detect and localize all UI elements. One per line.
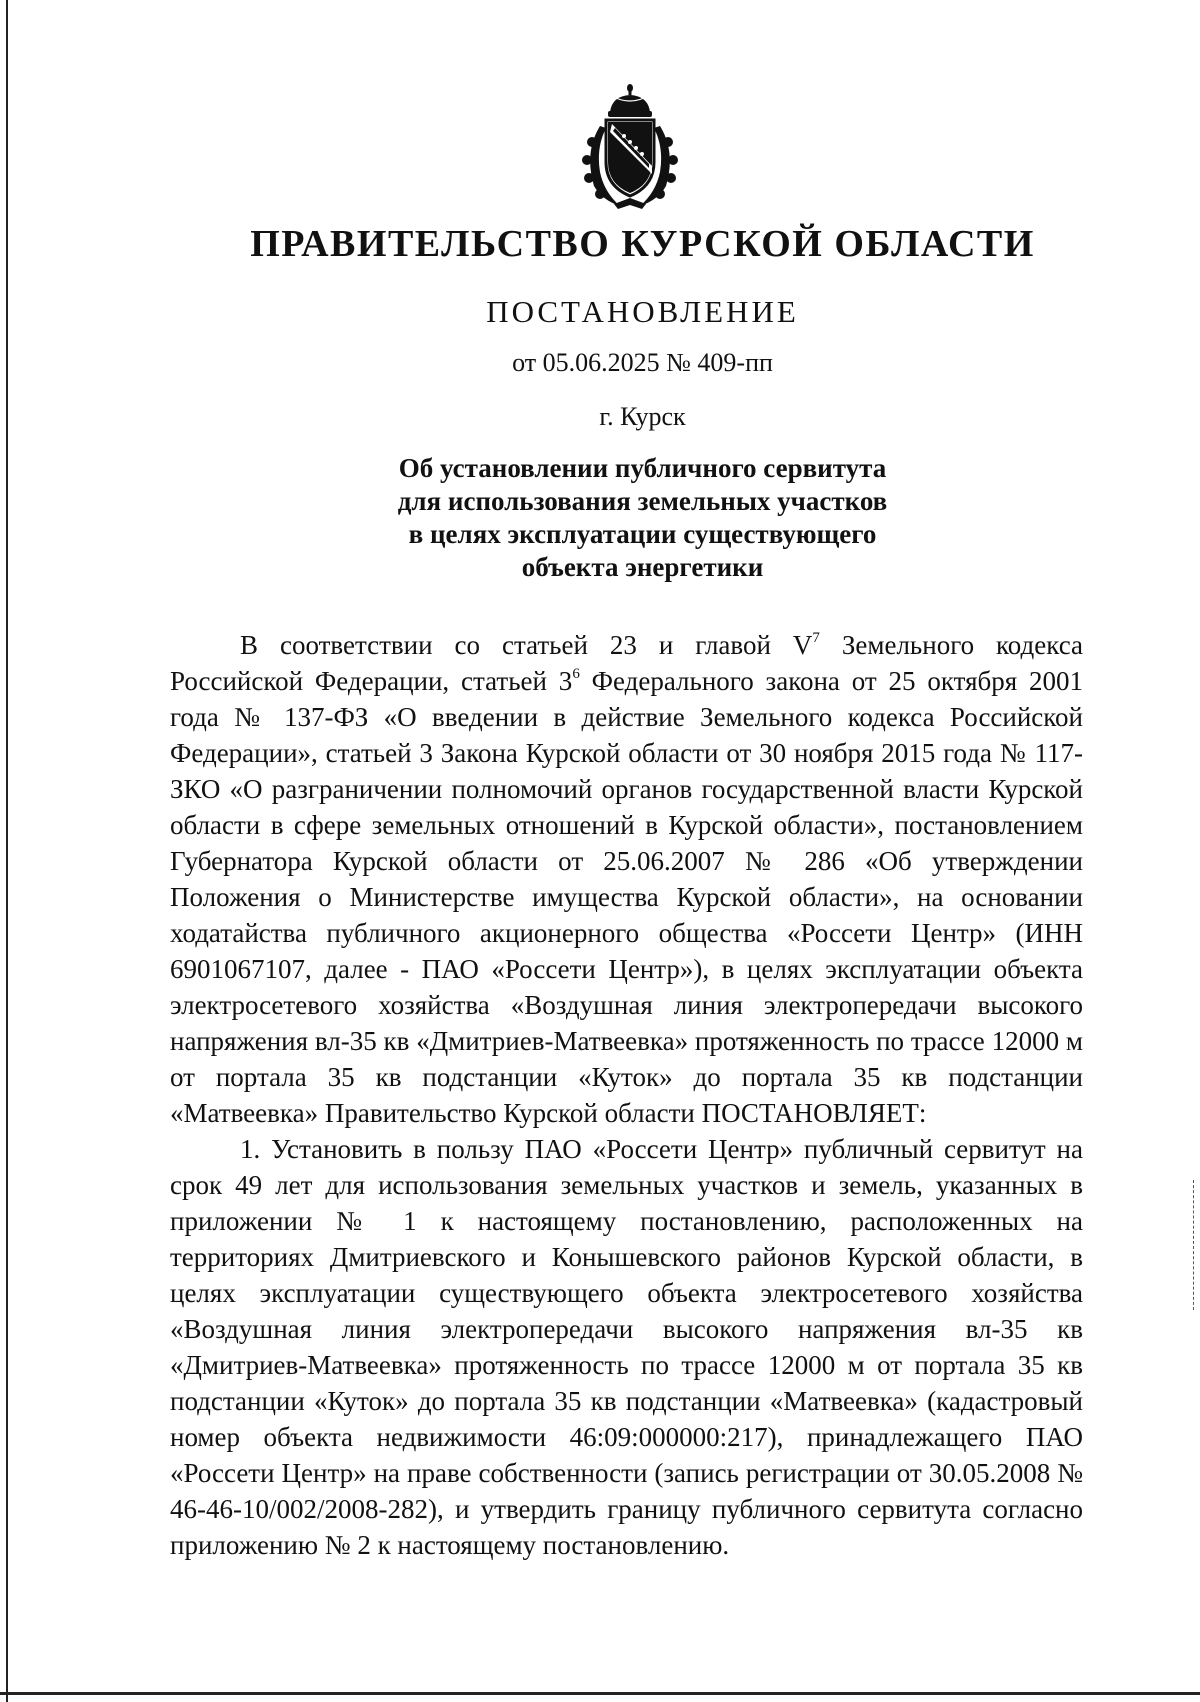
kursk-coat-of-arms-emblem: [570, 82, 690, 212]
superscript: 7: [812, 630, 820, 646]
document-number: от 05.06.2025 № 409-пп: [512, 348, 773, 377]
preamble-paragraph: [170, 627, 1083, 1131]
subject-line: для использования земельных участков: [397, 486, 888, 516]
subject-line: объекта энергетики: [521, 552, 764, 582]
subject-line: Об установлении публичного сервитута: [398, 453, 887, 483]
preamble-text: В соответствии со статьей 23 и главой V: [240, 630, 813, 660]
scan-edge-bottom: [0, 1692, 1200, 1695]
document-subject: [0, 452, 1200, 584]
document-type: ПОСТАНОВЛЕНИЕ: [486, 294, 799, 329]
scan-edge-right: [1193, 1180, 1195, 1310]
clause-1-paragraph: 1. Установить в пользу ПАО «Россети Центр» публичный сервитут на срок 49 лет для использования земельных участков и земель, указанных в приложении № 1 к настоящему постановлению, расположенных на территориях Дмитриевского и Конышевского районов Курской области, в целях эксплуатации существующего объекта электросетевого хозяйства «Воздушная линия электропередачи высокого напряжения вл-35 кв «Дмитриев-Матвеевка» протяженность по трассе 12000 м от портала 35 кв подстанции «Куток» до портала 35 кв подстанции «Матвеевка» (кадастровый номер объекта недвижимости 46:09:000000:217), принадлежащего ПАО «Россети Центр» на праве собственности (запись регистрации от 30.05.2008 № 46-46-10/002/2008-282), и утвердить границу публичного сервитута согласно приложению № 2 к настоящему постановлению.: [170, 1134, 1083, 1560]
subject-line: в целях эксплуатации существующего: [408, 519, 877, 549]
document-city: г. Курск: [599, 402, 686, 431]
superscript: 6: [572, 666, 580, 682]
preamble-text: Земельного кодекса Российской Федерации, статьей 3: [170, 630, 1083, 696]
preamble-text: Федерального закона от 25 октября 2001 года № 137-ФЗ «О введении в действие Земельного кодекса Российской Федерации», статьей 3 Закона Курской области от 30 ноября 2015 года № 117-ЗКО «О разграничении полномочий органов государственной власти Курской области в сфере земельных отношений в Курской области», постановлением Губернатора Курской области от 25.06.2007 № 286 «Об утверждении Положения о Министерстве имущества Курской области», на основании ходатайства публичного акционерного общества «Россети Центр» (ИНН 6901067107, далее - ПАО «Россети Центр»), в целях эксплуатации объекта электросетевого хозяйства «Воздушная линия электропередачи высокого напряжения вл-35 кв «Дмитриев-Матвеевка» протяженность по трассе 12000 м от портала 35 кв подстанции «Куток» до портала 35 кв подстанции «Матвеевка» Правительство Курской области ПОСТАНОВЛЯЕТ:: [170, 666, 1083, 1128]
organization-title: ПРАВИТЕЛЬСТВО КУРСКОЙ ОБЛАСТИ: [250, 223, 1035, 265]
document-body: [170, 627, 1083, 1563]
